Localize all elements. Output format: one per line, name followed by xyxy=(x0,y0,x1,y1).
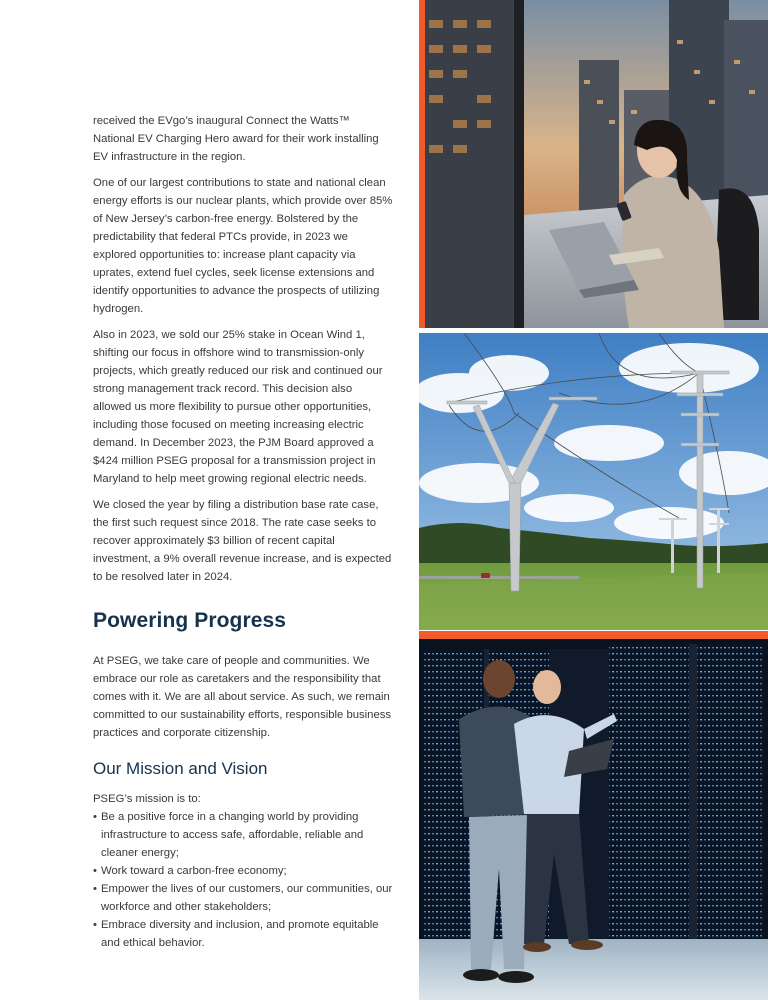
paragraph-ev-award: received the EVgo’s inaugural Connect the Watts™ National EV Charging Hero award for their work installing EV infrastructure in the region. xyxy=(93,115,379,163)
body-text-column xyxy=(93,112,393,952)
paragraph-powering-progress: At PSEG, we take care of people and communities. We embrace our role as caretakers and the responsibility that comes with it. We are all about service. As such, we remain committed to our sustainability efforts, responsible business practices and corporate citizenship. xyxy=(93,655,392,739)
photo-column xyxy=(419,0,768,1000)
paragraph-ocean-wind: Also in 2023, we sold our 25% stake in Ocean Wind 1, shifting our focus in offshore wind to transmission-only projects, which greatly reduced our risk and continued our strong management track record. This decision also allowed us more flexibility to pursue other opportunities, including those focused on meeting increasing electric demand. In December 2023, the PJM Board approved a $424 million PSEG proposal for a transmission project in Maryland to help meet growing regional electric needs. xyxy=(93,329,383,485)
orange-accent-bar xyxy=(419,631,768,639)
mission-item: • Embrace diversity and inclusion, and promote equitable and ethical behavior. xyxy=(93,916,393,952)
mission-vision-heading: Our Mission and Vision xyxy=(93,759,268,778)
powering-progress-heading: Powering Progress xyxy=(93,609,287,632)
mission-item: • Empower the lives of our customers, our communities, our workforce and other stakeholders; xyxy=(93,880,393,916)
office-woman-photo xyxy=(419,0,768,328)
transmission-lines-photo xyxy=(419,333,768,630)
mission-list xyxy=(93,808,393,952)
paragraph-rate-case: We closed the year by filing a distribution base rate case, the first such request since 2018. The rate case seeks to recover approximately $3 billion of recent capital investment, a 9% overall revenue increase, and is expected to be resolved later in 2024. xyxy=(93,499,392,583)
mission-item: • Work toward a carbon-free economy; xyxy=(93,862,393,880)
paragraph-nuclear: One of our largest contributions to state and national clean energy efforts is our nuclear plants, which provide over 85% of New Jersey’s carbon-free energy. Bolstered by the predictability that federal PTCs provide, in 2023 we explored opportunities to: increase plant capacity via uprates, extend fuel cycles, seek license extensions and identify opportunities to advance the prospects of utilizing hydrogen. xyxy=(93,177,393,315)
server-room-photo xyxy=(419,639,768,1000)
mission-item: • Be a positive force in a changing world by providing infrastructure to access safe, affordable, reliable and cleaner energy; xyxy=(93,808,393,862)
mission-intro: PSEG’s mission is to: xyxy=(93,793,201,805)
